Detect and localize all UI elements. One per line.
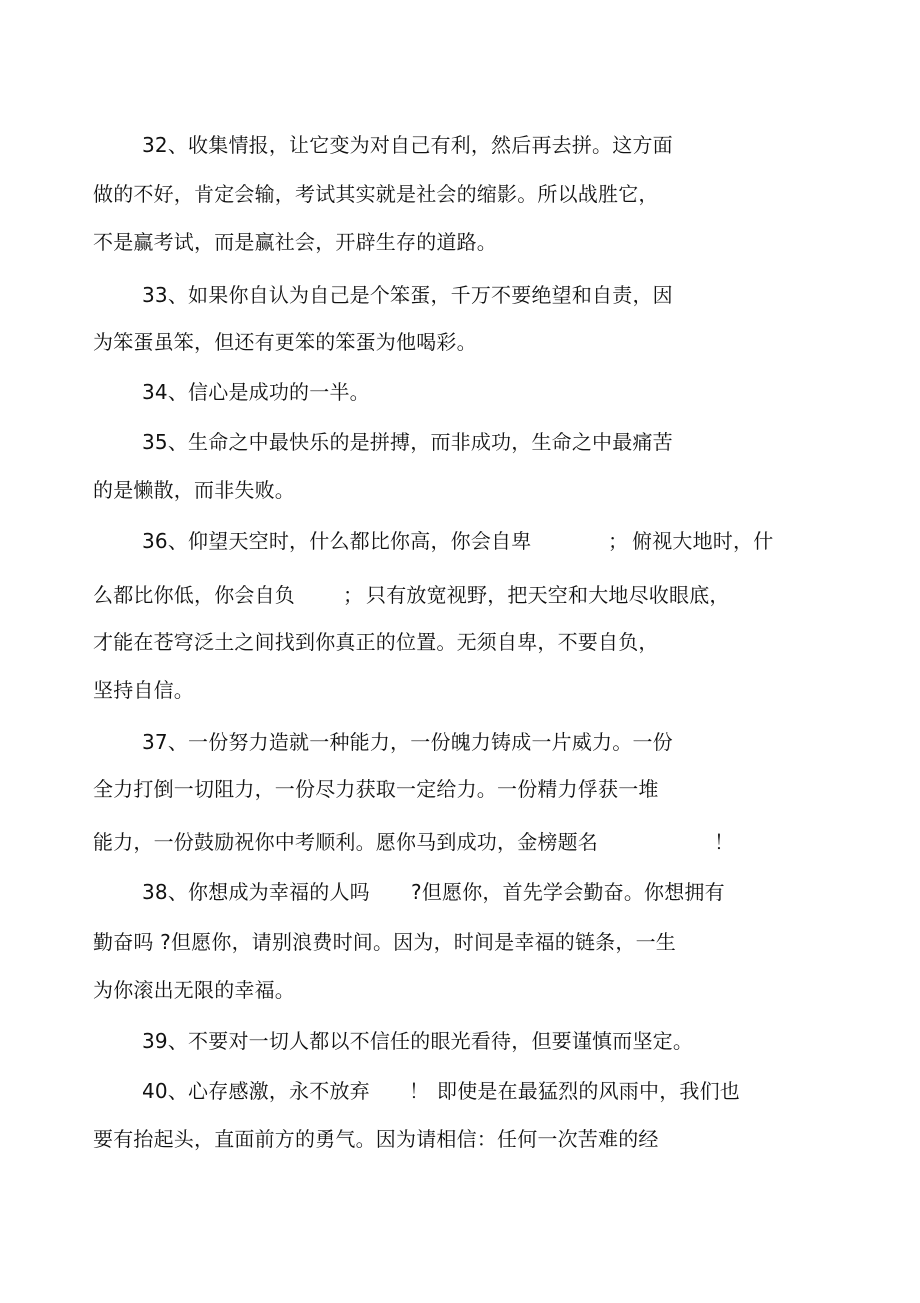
text-line: ！ bbox=[714, 830, 735, 854]
text-line: 为笨蛋虽笨，但还有更笨的笨蛋为他喝彩。 bbox=[93, 330, 477, 354]
text-line: 不是赢考试，而是赢社会，开辟生存的道路。 bbox=[93, 230, 497, 254]
text-line: 40、心存感激，永不放弃 bbox=[142, 1079, 370, 1103]
text-line: 坚持自信。 bbox=[93, 678, 194, 702]
text-line: 34、信心是成功的一半。 bbox=[142, 380, 370, 404]
text-line: 37、一份努力造就一种能力，一份魄力铸成一片威力。一份 bbox=[142, 730, 673, 754]
text-line: 要有抬起头，直面前方的勇气。因为请相信：任何一次苦难的经 bbox=[93, 1127, 659, 1151]
text-line: 的是懒散，而非失败。 bbox=[93, 478, 295, 502]
text-line: 38、你想成为幸福的人吗 bbox=[142, 880, 370, 904]
text-line: 勤奋吗 ?但愿你，请别浪费时间。因为，时间是幸福的链条，一生 bbox=[93, 930, 676, 954]
text-line: 为你滚出无限的幸福。 bbox=[93, 978, 295, 1002]
text-line: 俯视大地时，什 bbox=[632, 529, 774, 553]
text-line: 35、生命之中最快乐的是拼搏，而非成功，生命之中最痛苦 bbox=[142, 430, 673, 454]
text-line: 能力，一份鼓励祝你中考顺利。愿你马到成功，金榜题名 bbox=[93, 830, 598, 854]
text-line: ！ bbox=[409, 1079, 430, 1103]
text-line: 才能在苍穹泛土之间找到你真正的位置。无须自卑，不要自负， bbox=[93, 630, 659, 654]
text-line: 做的不好，肯定会输，考试其实就是社会的缩影。所以战胜它， bbox=[93, 182, 659, 206]
text-line: 39、不要对一切人都以不信任的眼光看待，但要谨慎而坚定。 bbox=[142, 1029, 694, 1053]
text-line: 33、如果你自认为自己是个笨蛋，千万不要绝望和自责，因 bbox=[142, 283, 673, 307]
text-line: 只有放宽视野，把天空和大地尽收眼底， bbox=[366, 583, 730, 607]
text-line: ； bbox=[343, 583, 364, 607]
text-line: 36、仰望天空时，什么都比你高，你会自卑 bbox=[142, 529, 532, 553]
text-line: 么都比你低，你会自负 bbox=[93, 583, 295, 607]
text-line: ； bbox=[608, 529, 629, 553]
text-line: 即使是在最猛烈的风雨中，我们也 bbox=[437, 1079, 740, 1103]
text-line: 32、收集情报，让它变为对自己有利，然后再去拼。这方面 bbox=[142, 133, 673, 157]
text-line: 全力打倒一切阻力，一份尽力获取一定给力。一份精力俘获一堆 bbox=[93, 777, 659, 801]
text-line: ?但愿你，首先学会勤奋。你想拥有 bbox=[411, 880, 725, 904]
